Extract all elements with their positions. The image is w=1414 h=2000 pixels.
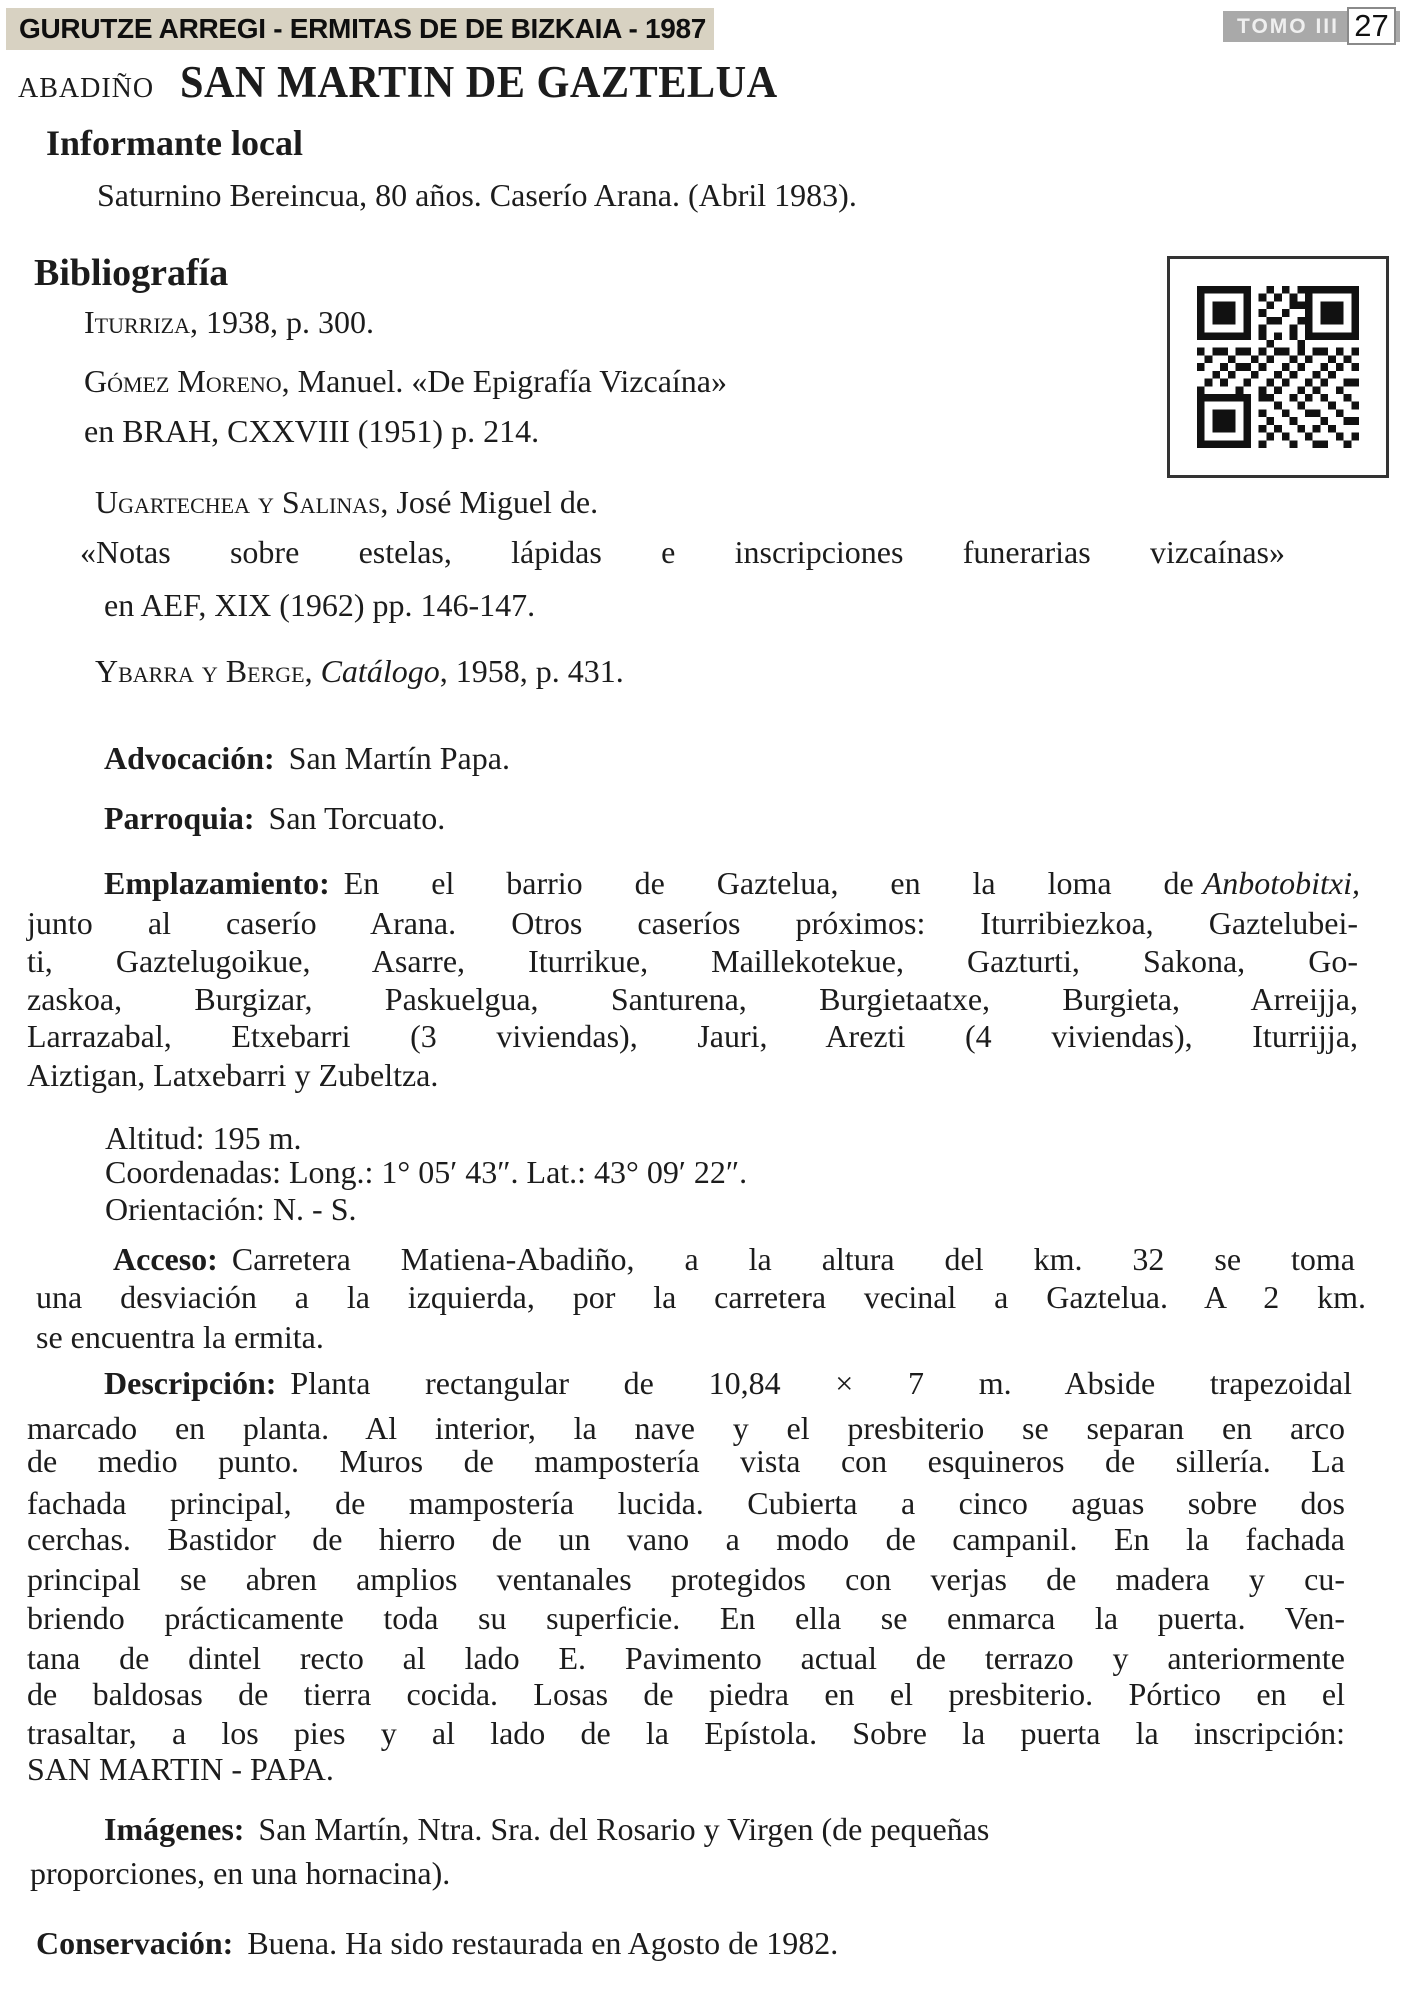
descripcion-line-8: tana de dintel recto al lado E. Pavimento actual de terrazo y anteriormente (27, 1640, 1345, 1676)
biblio-author: Ugartechea y Salinas (95, 484, 381, 520)
orientacion-row: Orientación: N. - S. (105, 1191, 357, 1227)
ermita-name: SAN MARTIN DE GAZTELUA (180, 57, 778, 107)
emplazamiento-line-6: Aiztigan, Latxebarri y Zubeltza. (27, 1057, 439, 1093)
biblio-entry-ugartechea (95, 483, 598, 521)
biblio-entry-gomez-cont: en BRAH, CXXVIII (1951) p. 214. (84, 413, 540, 449)
descripcion-line-6: principal se abren amplios ventanales protegidos con verjas de madera y cu- (27, 1561, 1345, 1597)
imagenes-text: San Martín, Ntra. Sra. del Rosario y Virgen (de pequeñas (258, 1811, 990, 1847)
emplazamiento-line-2: junto al caserío Arana. Otros caseríos próximos: Iturribiezkoa, Gaztelubei- (27, 905, 1358, 941)
conservacion-value: Buena. Ha sido restaurada en Agosto de 1982. (247, 1925, 839, 1961)
municipality-label: ABADIÑO (18, 73, 155, 104)
qr-code-box (1167, 256, 1389, 478)
conservacion-label: Conservación: (36, 1925, 234, 1961)
descripcion-line-11: SAN MARTIN - PAPA. (27, 1751, 334, 1787)
descripcion-line-10: trasaltar, a los pies y al lado de la Epístola. Sobre la puerta la inscripción: (27, 1715, 1345, 1751)
advocacion-label: Advocación: (104, 740, 275, 776)
biblio-work-title: Catálogo (320, 653, 440, 689)
biblio-entry-gomez (84, 362, 727, 400)
descripcion-line-4: fachada principal, de mampostería lucida. Cubierta a cinco aguas sobre dos (27, 1485, 1345, 1521)
qr-code-icon (1197, 286, 1359, 448)
emplazamiento-line-4: zaskoa, Burgizar, Paskuelgua, Santurena, Burgietaatxe, Burgieta, Arreijja, (27, 981, 1358, 1017)
parroquia-value: San Torcuato. (268, 800, 446, 836)
emplazamiento-line-3: ti, Gaztelugoikue, Asarre, Iturrikue, Maillekotekue, Gazturti, Sakona, Go- (27, 943, 1358, 979)
descripcion-text: Planta rectangular de 10,84 × 7 m. Abside trapezoidal (290, 1365, 1352, 1401)
descripcion-line-3: de medio punto. Muros de mampostería vista con esquineros de sillería. La (27, 1443, 1345, 1479)
altitud-row: Altitud: 195 m. (105, 1120, 302, 1156)
biblio-author: Gómez Moreno (84, 363, 282, 399)
emplazamiento-label: Emplazamiento: (104, 865, 330, 901)
header-banner: GURUTZE ARREGI - ERMITAS DE DE BIZKAIA - 1987 (6, 8, 714, 50)
volume-badge: TOMO III (1223, 11, 1400, 42)
page-title (18, 56, 816, 108)
biblio-entry-iturriza (84, 303, 374, 341)
biblio-ref: , José Miguel de. (380, 484, 599, 520)
informante-text: Saturnino Bereincua, 80 años. Caserío Arana. (Abril 1983). (97, 177, 857, 213)
coordenadas-row: Coordenadas: Long.: 1° 05′ 43″. Lat.: 43° 09′ 22″. (105, 1154, 748, 1190)
section-heading-bibliografia: Bibliografía (34, 252, 229, 294)
biblio-sep: , (304, 653, 321, 689)
descripcion-line-5: cerchas. Bastidor de hierro de un vano a modo de campanil. En la fachada (27, 1521, 1345, 1557)
imagenes-line-1 (104, 1810, 989, 1848)
descripcion-line-9: de baldosas de tierra cocida. Losas de piedra en el presbiterio. Pórtico en el (27, 1676, 1345, 1712)
biblio-author: Iturriza (84, 304, 190, 340)
biblio-entry-ugartechea-cont: en AEF, XIX (1962) pp. 146-147. (104, 587, 536, 623)
parroquia-row (104, 799, 445, 837)
parroquia-label: Parroquia: (104, 800, 255, 836)
descripcion-label: Descripción: (104, 1365, 277, 1401)
emplazamiento-intro: En el barrio de Gaztelua, en la loma de (343, 865, 1194, 901)
emplazamiento-line-5: Larrazabal, Etxebarri (3 viviendas), Jauri, Arezti (4 viviendas), Iturrijja, (27, 1018, 1358, 1054)
imagenes-label: Imágenes: (104, 1811, 245, 1847)
biblio-entry-ybarra (95, 652, 624, 690)
acceso-line-3: se encuentra la ermita. (36, 1319, 324, 1355)
advocacion-value: San Martín Papa. (288, 740, 510, 776)
emplazamiento-place: Anbotobitxi, (1202, 865, 1360, 901)
descripcion-line-7: briendo prácticamente toda su superficie. En ella se enmarca la puerta. Ven- (27, 1600, 1345, 1636)
descripcion-line-1 (104, 1364, 1352, 1402)
conservacion-row (36, 1924, 838, 1962)
biblio-entry-ugartechea-quote: «Notas sobre estelas, lápidas e inscripciones funerarias vizcaínas» (80, 534, 1285, 570)
advocacion-row (104, 739, 510, 777)
biblio-ref: , 1938, p. 300. (189, 304, 374, 340)
acceso-text: Carretera Matiena-Abadiño, a la altura del km. 32 se toma (231, 1241, 1355, 1277)
page-number: 27 (1347, 7, 1396, 45)
acceso-label: Acceso: (113, 1241, 218, 1277)
imagenes-line-2: proporciones, en una hornacina). (30, 1855, 451, 1891)
acceso-line-2: una desviación a la izquierda, por la carretera vecinal a Gaztelua. A 2 km. (36, 1279, 1366, 1315)
descripcion-line-2: marcado en planta. Al interior, la nave y el presbiterio se separan en arco (27, 1410, 1345, 1446)
biblio-author: Ybarra y Berge (95, 653, 305, 689)
section-heading-informante: Informante local (46, 123, 303, 163)
emplazamiento-line-1 (104, 864, 1360, 902)
biblio-ref: , 1958, p. 431. (439, 653, 624, 689)
biblio-ref: , Manuel. «De Epigrafía Vizcaína» (281, 363, 727, 399)
acceso-line-1 (113, 1240, 1355, 1278)
